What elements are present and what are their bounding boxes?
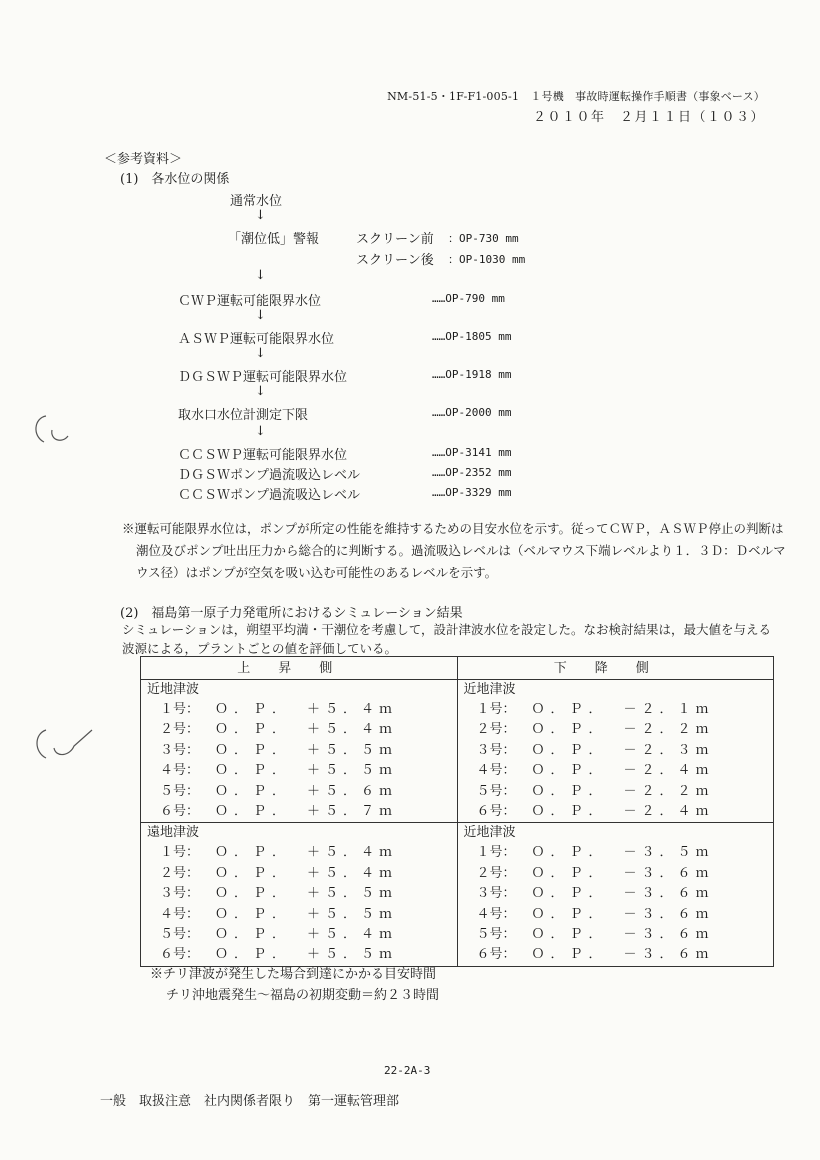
unit-label: ４号： [476, 906, 516, 922]
op-label: Ｏ．Ｐ． [531, 906, 608, 922]
op-label: Ｏ．Ｐ． [214, 926, 291, 942]
unit-label: １号： [159, 702, 199, 717]
op-label: Ｏ．Ｐ． [531, 947, 608, 963]
fall-value: －３．６ｍ [623, 906, 714, 922]
rise-value: ＋５．４ｍ [307, 702, 398, 717]
table-row [141, 884, 457, 904]
screen-front-value: ：OP-730 mm [448, 232, 519, 245]
rise-value: ＋５．４ｍ [307, 926, 398, 942]
table-row [458, 782, 774, 802]
group-title: 近地津波 [463, 825, 516, 841]
table-row [458, 720, 774, 740]
unit-label: ５号： [476, 783, 516, 799]
fall-value: －３．６ｍ [623, 865, 714, 881]
fall-value: －２．４ｍ [623, 763, 714, 779]
unit-label: ５号： [476, 926, 516, 942]
op-label: Ｏ．Ｐ． [531, 783, 608, 799]
level-note: ※運転可能限界水位は，ポンプが所定の性能を維持するための目安水位を示す。従ってＣＷＰ，ＡＳＷＰ停止の判断は潮位及びポンプ吐出圧力から総合的に判断する。過流吸込レベルは（ベルマウス下端レベルより１．３Ｄ：Ｄベルマウス径）はポンプが空気を吸い込む可能性のあるレベルを示す。 [122, 521, 786, 580]
punch-hole-mark-icon [28, 410, 78, 450]
fall-group-far [457, 823, 774, 966]
document-date: ２０１０年 ２月１１日（１０３） [532, 110, 765, 125]
fall-value: －３．６ｍ [623, 947, 714, 963]
op-label: Ｏ．Ｐ． [531, 763, 608, 779]
unit-label: ２号： [476, 865, 516, 881]
arrow-down-icon: ↓ [255, 268, 266, 283]
table-row [458, 884, 774, 904]
level-value: ……OP-1805 mm [432, 330, 512, 343]
unit-label: ３号： [476, 886, 516, 902]
fall-value: －３．５ｍ [623, 845, 714, 861]
punch-hole-mark-icon [30, 722, 100, 772]
arrow-down-icon: ↓ [255, 308, 266, 323]
fall-value: －２．１ｍ [623, 702, 714, 717]
level-label: ＣＣＳＷＰ運転可能限界水位 [178, 448, 348, 463]
unit-label: ２号： [159, 865, 199, 881]
level-value: ……OP-2352 mm [432, 466, 512, 479]
unit-label: ６号： [476, 947, 516, 963]
level-label: ＣＷＰ運転可能限界水位 [178, 294, 322, 309]
level-label: ＡＳＷＰ運転可能限界水位 [178, 332, 335, 347]
fall-value: －３．６ｍ [623, 926, 714, 942]
rise-value: ＋５．４ｍ [307, 722, 398, 738]
table-row [458, 700, 774, 720]
level-value: ……OP-1918 mm [432, 368, 512, 381]
op-label: Ｏ．Ｐ． [531, 865, 608, 881]
rise-value: ＋５．５ｍ [307, 906, 398, 922]
arrow-down-icon: ↓ [255, 384, 266, 399]
unit-label: ５号： [159, 783, 199, 799]
fall-value: －２．３ｍ [623, 742, 714, 758]
op-label: Ｏ．Ｐ． [214, 865, 291, 881]
normal-level-label: 通常水位 [230, 194, 283, 209]
alarm-label: 「潮位低」警報 [228, 232, 320, 247]
rise-value: ＋５．６ｍ [307, 783, 398, 799]
unit-label: ４号： [159, 906, 199, 922]
level-label: 取水口水位計測定下限 [178, 408, 309, 423]
chile-tsunami-note: ※チリ津波が発生した場合到達にかかる目安時間 [150, 967, 437, 982]
fall-value: －３．６ｍ [623, 886, 714, 902]
table-row [141, 741, 457, 761]
rise-value: ＋５．５ｍ [307, 763, 398, 779]
unit-label: １号： [476, 702, 516, 717]
op-label: Ｏ．Ｐ． [214, 803, 291, 819]
unit-label: ２号： [476, 722, 516, 738]
document-id: NM-51-5・1F-F1-005-1 １号機 事故時運転操作手順書（事象ベース） [387, 90, 765, 103]
table-row [141, 700, 457, 720]
unit-label: ４号： [476, 763, 516, 779]
level-value: ……OP-790 mm [432, 292, 505, 305]
table-row [458, 761, 774, 781]
unit-label: ５号： [159, 926, 199, 942]
rise-value: ＋５．５ｍ [307, 947, 398, 963]
rise-value: ＋５．５ｍ [307, 886, 398, 902]
fall-value: －２．４ｍ [623, 803, 714, 819]
page-id: 22-2A-3 [384, 1064, 431, 1077]
unit-label: ３号： [159, 742, 199, 758]
op-label: Ｏ．Ｐ． [214, 783, 291, 799]
column-header-fall: 下降側 [457, 657, 774, 680]
simulation-results-table [140, 656, 774, 967]
group-title: 近地津波 [147, 682, 200, 697]
op-label: Ｏ．Ｐ． [214, 886, 291, 902]
rise-value: ＋５．４ｍ [307, 865, 398, 881]
table-row [458, 945, 774, 965]
table-row [141, 843, 457, 863]
fall-value: －２．２ｍ [623, 722, 714, 738]
screen-back-value: ：OP-1030 mm [448, 253, 526, 266]
table-row [141, 802, 457, 822]
level-value: ……OP-3141 mm [432, 446, 512, 459]
classification-footer: 一般 取扱注意 社内関係者限り 第一運転管理部 [100, 1094, 400, 1109]
op-label: Ｏ．Ｐ． [214, 906, 291, 922]
arrow-down-icon: ↓ [255, 424, 266, 439]
unit-label: ４号： [159, 763, 199, 779]
table-row [141, 925, 457, 945]
table-row [141, 864, 457, 884]
unit-label: ６号： [159, 803, 199, 819]
op-label: Ｏ．Ｐ． [214, 763, 291, 779]
table-row [458, 905, 774, 925]
op-label: Ｏ．Ｐ． [531, 722, 608, 738]
screen-back-label: スクリーン後 [356, 253, 434, 268]
group-title: 遠地津波 [147, 825, 200, 841]
unit-label: ６号： [159, 947, 199, 963]
op-label: Ｏ．Ｐ． [214, 722, 291, 738]
rise-value: ＋５．７ｍ [307, 803, 398, 819]
table-row [458, 741, 774, 761]
op-label: Ｏ．Ｐ． [214, 947, 291, 963]
table-row [458, 864, 774, 884]
arrow-down-icon: ↓ [255, 346, 266, 361]
rise-value: ＋５．５ｍ [307, 742, 398, 758]
table-row [458, 925, 774, 945]
level-label: ＤＧＳＷポンプ過流吸込レベル [178, 468, 361, 483]
unit-label: ３号： [159, 886, 199, 902]
section1-title: (1) 各水位の関係 [120, 172, 230, 187]
op-label: Ｏ．Ｐ． [531, 742, 608, 758]
group-title: 近地津波 [463, 682, 516, 697]
level-label: ＣＣＳＷポンプ過流吸込レベル [178, 488, 361, 503]
fall-value: －２．２ｍ [623, 783, 714, 799]
table-row [458, 843, 774, 863]
op-label: Ｏ．Ｐ． [531, 803, 608, 819]
level-value: ……OP-2000 mm [432, 406, 512, 419]
column-header-rise: 上昇側 [141, 657, 458, 680]
op-label: Ｏ．Ｐ． [214, 742, 291, 758]
unit-label: ６号： [476, 803, 516, 819]
screen-front-label: スクリーン前 [356, 232, 434, 247]
unit-label: １号： [159, 845, 199, 861]
op-label: Ｏ．Ｐ． [214, 702, 291, 717]
section2-title: (2) 福島第一原子力発電所におけるシミュレーション結果 [120, 606, 463, 621]
fall-group-near [457, 680, 774, 823]
op-label: Ｏ．Ｐ． [531, 845, 608, 861]
table-row [458, 802, 774, 822]
arrow-down-icon: ↓ [255, 208, 266, 223]
op-label: Ｏ．Ｐ． [214, 845, 291, 861]
reference-title: ＜参考資料＞ [104, 152, 183, 167]
unit-label: ２号： [159, 722, 199, 738]
op-label: Ｏ．Ｐ． [531, 886, 608, 902]
table-row [141, 905, 457, 925]
chile-tsunami-detail: チリ沖地震発生～福島の初期変動＝約２３時間 [166, 988, 440, 1003]
table-row [141, 720, 457, 740]
unit-label: ３号： [476, 742, 516, 758]
level-label: ＤＧＳＷＰ運転可能限界水位 [178, 370, 348, 385]
table-row [141, 782, 457, 802]
level-value: ……OP-3329 mm [432, 486, 512, 499]
op-label: Ｏ．Ｐ． [531, 926, 608, 942]
rise-group-far [141, 823, 458, 966]
unit-label: １号： [476, 845, 516, 861]
op-label: Ｏ．Ｐ． [531, 702, 608, 717]
rise-group-near [141, 680, 458, 823]
section2-body: シミュレーションは，朔望平均満・干潮位を考慮して，設計津波水位を設定した。なお検討結果は，最大値を与える波源による，プラントごとの値を評価している。 [122, 622, 772, 656]
table-row [141, 761, 457, 781]
rise-value: ＋５．４ｍ [307, 845, 398, 861]
